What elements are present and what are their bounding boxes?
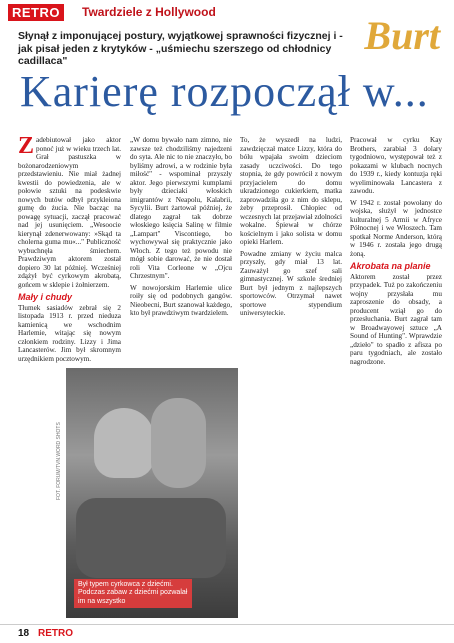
lede: Słynął z imponującej postury, wyjątkowej sprawności fizycznej i - jak pisał jeden z krytyków - „uśmiechu szerszego od chłodnicy cadillaca" bbox=[18, 30, 343, 67]
page-number: 18 bbox=[18, 628, 30, 639]
footer-magazine: RETRO bbox=[38, 628, 73, 639]
column-4 bbox=[350, 136, 442, 366]
magazine-brand: RETRO bbox=[8, 4, 64, 21]
photo-credit: FOT. FORUM/TVN.WORD SHOTS bbox=[56, 422, 62, 500]
series-title: Twardziele z Hollywood bbox=[82, 5, 216, 19]
drop-cap: Z bbox=[18, 133, 35, 159]
column-1 bbox=[18, 133, 121, 363]
side-name-burt: Burt bbox=[364, 13, 440, 58]
subheading-akrobata: Akrobata na planie bbox=[350, 261, 431, 271]
article-photo bbox=[66, 368, 238, 618]
page-footer bbox=[0, 624, 454, 643]
column-4-paragraph-2: W 1942 r. został powołany do wojska, służył w jednostce kulturalnej 5 Armii w Afryce Północnej i we Włoszech. Tam spotkał Norme Anderson, którą w 1946 r. została jego drugą żoną. bbox=[350, 198, 442, 258]
column-3-paragraph-1: To, że wyszedł na ludzi, zawdzięczał matce Lizzy, która do bólu wpajała swoim dzieciom zasady uczciwości. Do tego stopnia, że gdy powrócił z nowym przyjacielem do domu ukradzionego cukierkiem, matka zaprowadziła go z nim do sklepu, żeby przeprosił. Chłopiec od wczesnych lat przejawiał zdolności wokalne. Śpiewał w chórze kościelnym i jako solista w domu opieki Harlem. bbox=[240, 136, 342, 246]
photo-figure bbox=[94, 408, 154, 478]
subheading-maly-i-chudy: Mały i chudy bbox=[18, 292, 73, 302]
column-3 bbox=[240, 136, 342, 318]
photo-figure bbox=[76, 498, 226, 578]
headline: Karierę rozpoczął w... bbox=[20, 67, 429, 116]
photo-caption: Był typem cyrkowca z dziećmi. Podczas zabaw z dziećmi pozwalał im na wszystko bbox=[74, 579, 192, 609]
column-2-paragraph-2: W nowojorskim Harlemie ulice roiły się od podobnych gangów. Nieobecni, Burt szanował każdego, kto był prawdziwym twardzielem. bbox=[130, 283, 232, 317]
column-4-paragraph-1: Pracował w cyrku Kay Brothers, zarabiał 3 dolary tygodniowo, występował też z pokazami w klubach nocnych do 1939 r., kiedy kontuzja ręki wyeliminowała Lancastera z zawodu. bbox=[350, 136, 442, 195]
photo-figure bbox=[151, 398, 206, 488]
column-3-paragraph-2: Powadne zmiany w życiu malca przyszły, gdy miał 13 lat. Zauważył go szef sali gimnastycznej. W szkole średniej Burt był jednym z najlepszych sportowców. Otrzymał nawet sportowe stypendium uniwersyteckie. bbox=[240, 249, 342, 317]
column-1-paragraph-1: adebiutował jako aktor ponoć już w wieku trzech lat. Grał pastuszka w bożonarodzeniowym przedstawieniu. Nie miał żadnej kwestii do powiedzenia, ale w połowie sztuki na podeskwie nowych butów odbył przykleiona gumę do żucia. Nie bacząc na powagę sytuacji, zaczął pracować nad jej usunięciem. „Wesoocie kierynął zdenerwowany: »Skąd ta cholerna guma mu«..." Publiczność wybuchnęła śmiechem. Prawdziwym aktorem został dopiero 30 lat później. Wcześniej zdążył być cyrkowym akrobatą, gońcem w sklepie i żołnierzem. bbox=[18, 136, 121, 289]
column-2 bbox=[130, 136, 232, 318]
column-1-paragraph-2: Tłumek sasiadów zebrał się 2 listopada 1913 r. przed nieduza kamienicą we wschodnim Harlemie, witając się nowym członkiem rodziny. Lizzy i Jima Lancasterów. Jim był skromnym urzędnikiem pocztowym. bbox=[18, 303, 121, 363]
column-4-paragraph-3: Aktorem został przez przypadek. Tuż po zakończeniu wojny przysłała mu zaproszenie do obsady, a producent wziął go do przesłuchania. Burt zagrał tam w Broadwayowej sztuce „A Sound of Hunting". Wprawdzie „dzieło" to spadło z afisza po paru tygodniach, ale zostało nagrodzone. bbox=[350, 272, 442, 366]
column-2-paragraph-1: „W domu bywało nam zimno, nie zawsze też chodziliśmy najedzeni do syta. Ale nic to nie znaczyło, bo byliśmy adrowi, a w rodzinie była miłość" - wspominał przyszły aktor. Jego pierwszymi kumplami były dzieciaki włoskich imigrantów z Neapolu, Kalabrii, Sycylii. Burt żartował później, że dlatego zagrał tak dobrze włoskiego księcia Salinę w filmie „Lampart" Viscontiego, bo wychowywał się praktycznie jako Włoch. Z tego też powodu nie mógł sobie darować, że nie dostał roli Vita Corleone w „Ojcu Chrzestnym". bbox=[130, 136, 232, 280]
